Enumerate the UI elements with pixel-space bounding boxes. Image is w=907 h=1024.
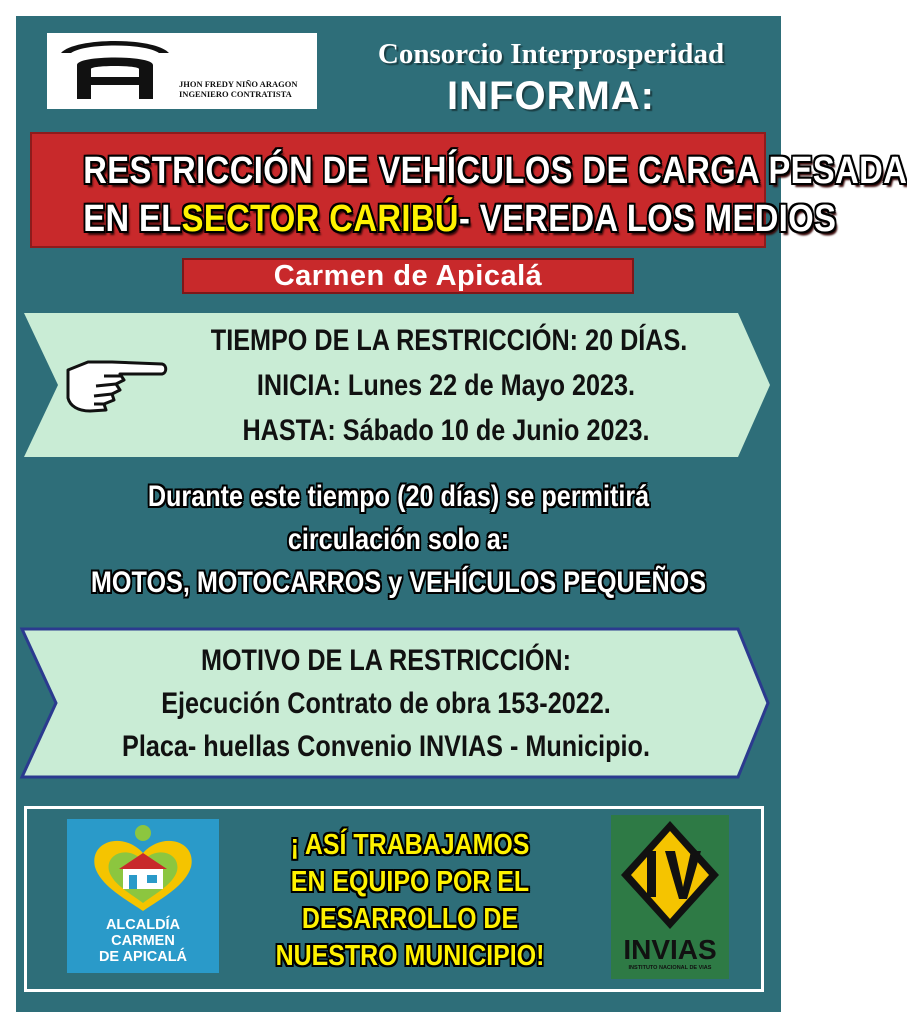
pointing-hand-icon xyxy=(64,356,168,414)
permitted-line-1: Durante este tiempo (20 días) se permitirá xyxy=(147,480,650,513)
slogan-line-1: ¡ ASÍ TRABAJAMOS xyxy=(290,829,530,861)
alcaldia-line-3: DE APICALÁ xyxy=(98,949,188,965)
invias-subtitle: INSTITUTO NACIONAL DE VIAS xyxy=(628,965,712,971)
organization-name: Consorcio Interprosperidad xyxy=(377,38,725,70)
engineer-logo-box xyxy=(47,33,317,109)
engineer-name: JHON FREDY NIÑO ARAGON xyxy=(179,79,298,89)
permitted-vehicles: MOTOS, MOTOCARROS y VEHÍCULOS PEQUEÑOS xyxy=(90,566,707,599)
permitted-line-2: circulación solo a: xyxy=(287,523,510,556)
reason-contract: Ejecución Contrato de obra 153-2022. xyxy=(161,687,611,720)
alcaldia-line-1: ALCALDÍA xyxy=(105,917,181,933)
footer-box xyxy=(24,806,764,992)
restriction-banner xyxy=(30,132,907,248)
heart-logo-icon xyxy=(83,823,203,915)
engineer-title: INGENIERO CONTRATISTA xyxy=(179,89,292,99)
invias-name: INVIAS xyxy=(623,934,717,965)
invias-diamond-logo-icon xyxy=(617,817,723,935)
engineer-logo-icon xyxy=(55,39,175,103)
invias-logo xyxy=(611,815,729,979)
reason-title: MOTIVO DE LA RESTRICCIÓN: xyxy=(200,644,572,677)
informa-heading: INFORMA: xyxy=(447,74,655,118)
reason-agreement: Placa- huellas Convenio INVIAS - Municipio. xyxy=(122,730,650,763)
restriction-duration: TIEMPO DE LA RESTRICCIÓN: 20 DÍAS. xyxy=(210,324,688,357)
slogan-line-3: DESARROLLO DE xyxy=(301,903,519,935)
slogan-line-2: EN EQUIPO POR EL xyxy=(290,866,530,898)
banner-highlight-sector: SECTOR CARIBÚ xyxy=(181,198,459,240)
poster xyxy=(16,16,907,1012)
banner-line-1: RESTRICCIÓN DE VEHÍCULOS DE CARGA PESADA xyxy=(83,150,907,192)
alcaldia-logo xyxy=(67,819,219,973)
banner-line-2-prefix: EN EL xyxy=(83,198,182,240)
slogan xyxy=(245,827,575,975)
banner-line-2-suffix: - VEREDA LOS MEDIOS xyxy=(458,198,837,240)
alcaldia-line-2: CARMEN xyxy=(111,933,175,949)
banner-line-2 xyxy=(83,198,837,241)
restriction-end: HASTA: Sábado 10 de Junio 2023. xyxy=(242,414,650,447)
restriction-start: INICIA: Lunes 22 de Mayo 2023. xyxy=(256,369,636,402)
slogan-line-4: NUESTRO MUNICIPIO! xyxy=(275,940,545,972)
town-label: Carmen de Apicalá xyxy=(182,258,634,294)
